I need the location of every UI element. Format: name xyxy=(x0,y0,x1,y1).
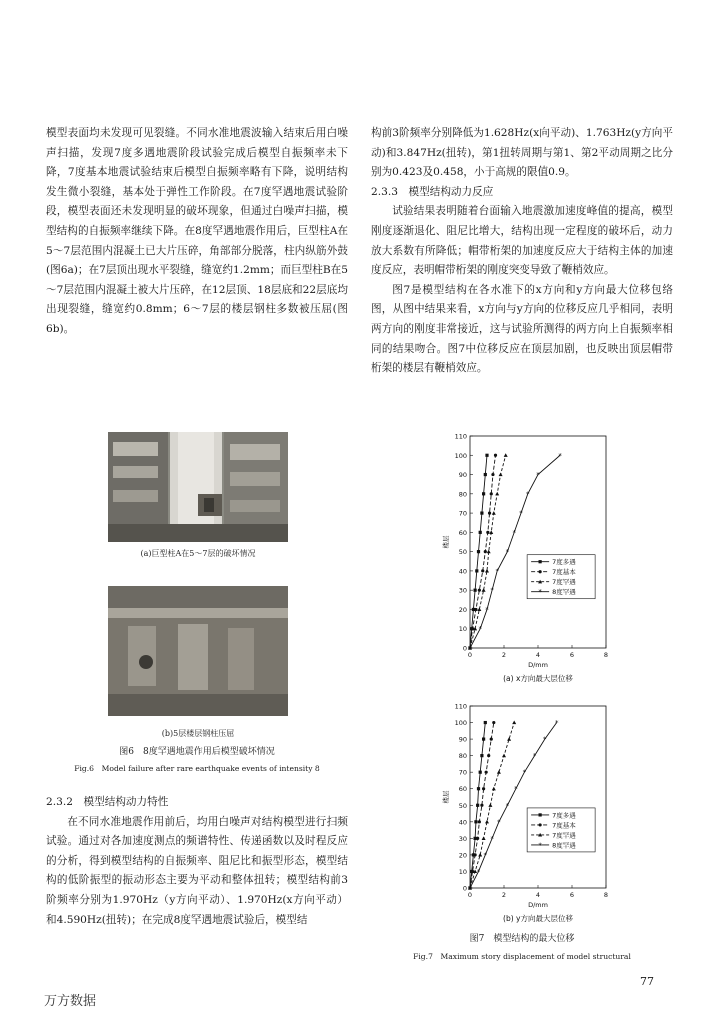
charta-legend-label-2: 7度罕遇 xyxy=(552,578,576,587)
chartb-legend-label-0: 7度多遇 xyxy=(552,811,576,820)
chartb-point-3-5: * xyxy=(505,801,510,810)
section-233-heading: 2.3.3 模型结构动力反应 xyxy=(371,185,494,198)
chartb-xtick-label-4: 8 xyxy=(603,891,609,899)
chartb-point-1-9 xyxy=(490,737,493,740)
charta-ytick-label-1: 10 xyxy=(458,625,467,634)
chartb-ytick-label-5: 50 xyxy=(458,801,467,810)
chartb-point-3-6: * xyxy=(514,785,518,794)
page-number: 77 xyxy=(640,975,654,988)
chartb-ytick-label-0: 0 xyxy=(462,884,467,893)
charta-point-0-8 xyxy=(482,492,485,495)
chartb-point-0-6 xyxy=(477,787,480,790)
chartb-point-1-3 xyxy=(476,837,479,840)
chartb-legend-label-1: 7度基本 xyxy=(552,821,576,830)
chartb-point-2-5 xyxy=(488,803,492,807)
chartb-point-3-2: * xyxy=(483,851,488,860)
charta-point-0-5 xyxy=(477,550,480,553)
figure6-title: 图6 8度罕遇地震作用后模型破坏情况 xyxy=(119,747,275,757)
figure6b-caption: (b)5层楼层钢柱压屈 xyxy=(161,729,235,738)
charta-point-2-5 xyxy=(487,550,491,554)
chartb-legend-marker-0 xyxy=(539,813,542,816)
charta-point-3-2: * xyxy=(485,605,489,614)
charta-point-2-4 xyxy=(485,569,489,573)
chartb-ylabel: 楼层 xyxy=(442,790,450,804)
chartb-ytick-label-4: 40 xyxy=(458,818,467,827)
charta-point-0-4 xyxy=(475,569,478,572)
charta-legend-marker-1 xyxy=(539,570,542,573)
charta-point-1-4 xyxy=(481,569,484,572)
charta-point-2-10 xyxy=(504,453,508,457)
right-paragraph-3: 图7是模型结构在各水准下的x方向和y方向最大位移包络图，从图中结果来看，x方向与y方向的位移反应几乎相同，表明两方向的刚度非常接近，这与试验所测得的两方向上自振频率相同的结果吻合。图7中位移反应在顶层加剧，也反映出顶层帽带桁架的楼层有鞭梢效应。 xyxy=(371,283,673,375)
chartb-point-3-3: * xyxy=(490,834,494,843)
left-paragraph-1: 模型表面均未发现可见裂缝。不同水准地震波输入结束后用白噪声扫描，发现7度多遇地震阶段试验完成后模型自振频率未下降，7度基本地震试验结束后模型自振频率略有下降，说明结构发生微小裂缝，基本处于弹性工作阶段。在7度罕遇地震试验阶段，模型表面还未发现明显的破坏现象，但通过白噪声扫描，模型结构的自振频率继续下降。在8度罕遇地震作用后，巨型柱A在5～7层范围内混凝土已大片压碎，角部部分脱落，柱内纵筋外鼓(图6a)；在7层顶出现水平裂缝，缝宽约1.2mm；而巨型柱B在5～7层范围内混凝土被大片压碎，在12层顶、18层底和22层底均出现裂缝，缝宽约0.8mm；6～7层的楼层钢柱多数被压屈(图6b)。 xyxy=(46,127,348,335)
chartb-point-2-2 xyxy=(478,853,482,857)
charta-ytick-label-2: 20 xyxy=(458,605,467,614)
chartb-point-0-10 xyxy=(484,721,487,724)
charta-ytick-label-7: 70 xyxy=(458,509,467,518)
chartb-legend-label-2: 7度罕遇 xyxy=(552,831,576,840)
chartb-point-3-4: * xyxy=(497,818,501,827)
figure6-title-en: Fig.6 Model failure after rare earthquake events of intensity 8 xyxy=(74,764,320,773)
charta-point-0-9 xyxy=(484,473,487,476)
charta-point-2-6 xyxy=(489,530,493,534)
chartb-point-1-4 xyxy=(478,820,481,823)
charta-point-0-7 xyxy=(480,511,483,514)
charta-point-3-7: * xyxy=(519,509,523,518)
chartb-point-3-8: * xyxy=(532,752,537,761)
charta-point-3-0: * xyxy=(468,644,472,653)
figure7b-chart xyxy=(440,702,620,938)
charta-point-1-5 xyxy=(484,550,487,553)
charta-point-3-8: * xyxy=(526,490,530,499)
charta-ytick-label-9: 90 xyxy=(458,471,467,480)
left-section-232 xyxy=(46,793,348,930)
chartb-point-2-9 xyxy=(507,737,511,741)
chartb-point-0-5 xyxy=(476,804,479,807)
chartb-point-1-7 xyxy=(485,771,488,774)
charta-point-1-7 xyxy=(488,511,491,514)
charta-point-1-2 xyxy=(474,608,477,611)
figure6b-photo xyxy=(108,586,288,716)
figure7-title-en: Fig.7 Maximum story displacement of model structural xyxy=(413,952,631,961)
chartb-xtick-label-0: 0 xyxy=(467,891,473,899)
charta-point-0-6 xyxy=(479,531,482,534)
charta-point-3-4: * xyxy=(495,567,499,576)
chartb-point-2-3 xyxy=(482,836,486,840)
charta-point-2-7 xyxy=(492,511,496,515)
chartb-point-1-6 xyxy=(482,787,485,790)
charta-point-1-3 xyxy=(478,589,481,592)
charta-point-2-8 xyxy=(495,492,499,496)
chartb-legend-marker-3: * xyxy=(538,841,542,850)
chartb-xtick-label-3: 6 xyxy=(569,891,575,899)
charta-point-1-8 xyxy=(490,492,493,495)
chartb-point-0-8 xyxy=(480,754,483,757)
charta-point-3-5: * xyxy=(505,548,510,557)
charta-ytick-label-8: 80 xyxy=(458,490,467,499)
charta-xtick-label-4: 8 xyxy=(603,651,609,659)
charta-point-1-9 xyxy=(491,473,494,476)
chartb-point-2-10 xyxy=(512,721,516,725)
chartb-ytick-label-8: 80 xyxy=(458,752,467,761)
chartb-point-0-9 xyxy=(482,737,485,740)
chartb-point-1-8 xyxy=(487,754,490,757)
chartb-point-2-8 xyxy=(502,754,506,758)
figure6a-photo xyxy=(108,432,288,542)
charta-point-3-9: * xyxy=(536,471,540,480)
charta-legend-marker-0 xyxy=(539,560,542,563)
left-paragraph-2: 在不同水准地震作用前后，均用白噪声对结构模型进行扫频试验。通过对各加速度测点的频谱特性、传递函数以及时程反应的分析，得到模型结构的自振频率、阻尼比和振型形态，模型结构的低阶振型的振动形态主要为平动和整体扭转；模型结构前3阶频率分别为1.970Hz（y方向平动）、1.970Hz(x方向平动）和4.590Hz(扭转)；在完成8度罕遇地震试验后，模型结 xyxy=(46,815,348,926)
chartb-ytick-label-10: 100 xyxy=(454,719,467,728)
charta-frame xyxy=(470,436,606,648)
charta-legend-marker-3: * xyxy=(538,588,542,597)
charta-point-3-10: * xyxy=(558,451,562,460)
charta-xtick-label-3: 6 xyxy=(569,651,575,659)
charta-legend-label-1: 7度基本 xyxy=(552,568,576,577)
chartb-point-0-7 xyxy=(479,771,482,774)
chartb-point-3-9: * xyxy=(543,735,547,744)
charta-ytick-label-11: 110 xyxy=(454,432,467,441)
chartb-frame xyxy=(470,706,606,888)
charta-point-1-6 xyxy=(486,531,489,534)
figure6a-image xyxy=(108,432,288,542)
chartb-xlabel: D/mm xyxy=(528,901,548,909)
chartb-xtick-label-2: 4 xyxy=(535,891,541,899)
chartb-ytick-label-7: 70 xyxy=(458,768,467,777)
charta-series-line-3 xyxy=(470,455,560,648)
chartb-legend-marker-1 xyxy=(539,823,542,826)
figure6b-image xyxy=(108,586,288,716)
charta-ytick-label-4: 40 xyxy=(458,567,467,576)
charta-title: (a) x方向最大层位移 xyxy=(503,674,573,683)
figure7a-chart xyxy=(440,432,620,694)
chartb-ytick-label-9: 90 xyxy=(458,735,467,744)
charta-point-2-9 xyxy=(499,473,503,477)
charta-point-2-3 xyxy=(482,588,486,592)
figure7-title: 图7 模型结构的最大位移 xyxy=(469,934,575,944)
charta-legend-label-0: 7度多遇 xyxy=(552,558,576,567)
charta-ytick-label-6: 60 xyxy=(458,528,467,537)
chartb-point-1-10 xyxy=(492,721,495,724)
charta-ytick-label-0: 0 xyxy=(462,644,467,653)
right-paragraph-1: 构前3阶频率分别降低为1.628Hz(x向平动)、1.763Hz(y方向平动)和3.847Hz(扭转)，第1扭转周期与第1、第2平动周期之比分别为0.423及0.458，小于高规的限值0.9。 xyxy=(371,127,673,179)
charta-point-3-3: * xyxy=(490,586,494,595)
charta-legend-label-3: 8度罕遇 xyxy=(552,588,576,597)
left-column xyxy=(46,124,348,340)
charta-ytick-label-5: 50 xyxy=(458,548,467,557)
charta-point-3-6: * xyxy=(512,528,516,537)
chartb-point-3-0: * xyxy=(468,884,472,893)
section-232-heading: 2.3.2 模型结构动力特性 xyxy=(46,796,169,808)
chartb-point-2-4 xyxy=(485,820,489,824)
charta-point-2-2 xyxy=(477,607,481,611)
chartb-legend-label-3: 8度罕遇 xyxy=(552,841,576,850)
charta-ytick-label-10: 100 xyxy=(454,451,467,460)
right-paragraph-2: 试验结果表明随着台面输入地震激加速度峰值的提高，模型刚度逐渐退化、阻尼比增大，结构出现一定程度的破坏后，动力放大系数有所降低；帽带桁架的加速度反应大于结构主体的加速度反应，表明帽带桁架的刚度突变导致了鞭梢效应。 xyxy=(371,205,673,277)
chartb-ytick-label-11: 110 xyxy=(454,702,467,711)
chartb-point-2-6 xyxy=(492,787,496,791)
chartb-point-1-5 xyxy=(480,804,483,807)
chartb-xtick-label-1: 2 xyxy=(501,891,507,899)
chartb-point-2-7 xyxy=(497,770,501,774)
charta-xlabel: D/mm xyxy=(528,661,548,669)
chartb-ytick-label-1: 10 xyxy=(458,867,467,876)
chartb-point-3-1: * xyxy=(476,867,481,876)
charta-ylabel: 楼层 xyxy=(442,535,450,549)
charta-xtick-label-2: 4 xyxy=(535,651,541,659)
charta-point-0-10 xyxy=(485,454,488,457)
right-column xyxy=(371,124,673,379)
chartb-point-0-4 xyxy=(474,820,477,823)
chartb-point-3-7: * xyxy=(522,768,527,777)
charta-point-0-3 xyxy=(474,589,477,592)
figure6a-caption: (a)巨型柱A在5～7层的破坏情况 xyxy=(140,549,256,558)
chartb-point-3-10: * xyxy=(554,719,559,728)
charta-ytick-label-3: 30 xyxy=(458,586,467,595)
chartb-ytick-label-6: 60 xyxy=(458,785,467,794)
charta-point-3-1: * xyxy=(478,625,482,634)
charta-series-line-1 xyxy=(470,455,496,648)
charta-point-1-10 xyxy=(494,454,497,457)
charta-xtick-label-0: 0 xyxy=(467,651,473,659)
chartb-point-1-2 xyxy=(474,853,477,856)
watermark: 万方数据 xyxy=(44,994,97,1009)
chartb-title: (b) y方向最大层位移 xyxy=(503,914,573,923)
chartb-ytick-label-3: 30 xyxy=(458,834,467,843)
charta-xtick-label-1: 2 xyxy=(501,651,507,659)
chartb-ytick-label-2: 20 xyxy=(458,851,467,860)
